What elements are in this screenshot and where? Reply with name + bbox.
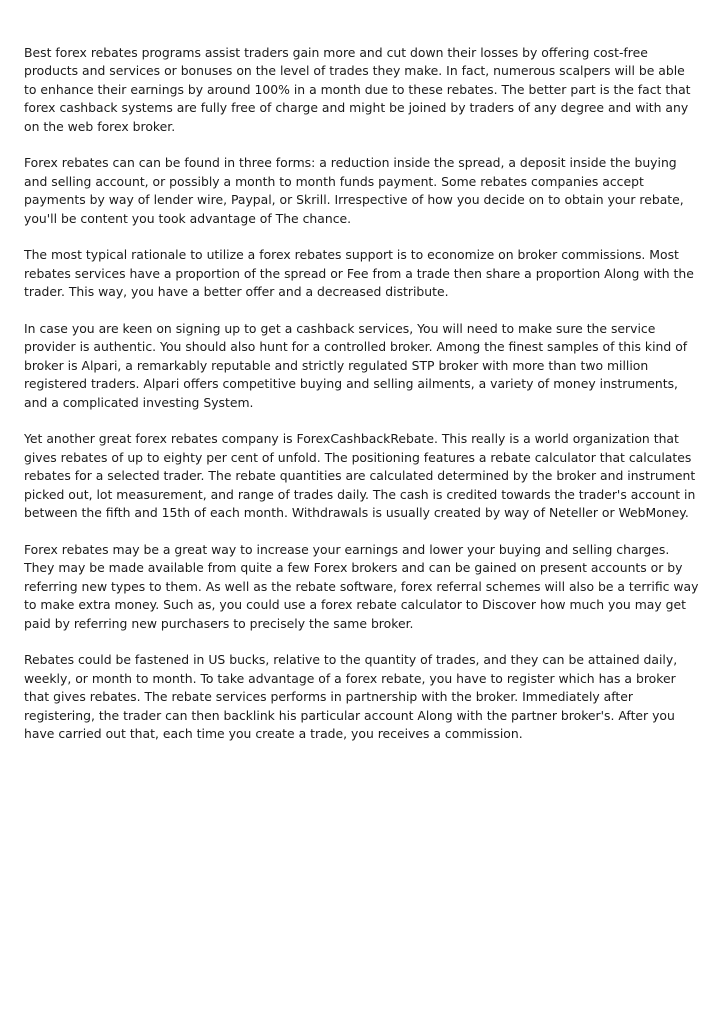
document-body xyxy=(24,44,700,762)
paragraph-2: Forex rebates can can be found in three forms: a reduction inside the spread, a deposit inside the buying and selling account, or possibly a month to month funds payment. Some rebates companies accept payments by way of lender wire, Paypal, or Skrill. Irrespective of how you decide on to obtain your rebate, you'll be content you took advantage of The chance. xyxy=(24,155,684,226)
paragraph-4: In case you are keen on signing up to get a cashback services, You will need to make sure the service provider is authentic. You should also hunt for a controlled broker. Among the finest samples of this kind of broker is Alpari, a remarkably reputable and strictly regulated STP broker with more than two million registered traders. Alpari offers competitive buying and selling ailments, a variety of money instruments, and a complicated investing System. xyxy=(24,321,688,410)
paragraph-5: Yet another great forex rebates company is ForexCashbackRebate. This really is a world organization that gives rebates of up to eighty per cent of unfold. The positioning features a rebate calculator that calculates rebates for a selected trader. The rebate quantities are calculated determined by the broker and instrument picked out, lot measurement, and range of trades daily. The cash is credited towards the trader's account in between the fifth and 15th of each month. Withdrawals is usually created by way of Neteller or WebMoney. xyxy=(24,431,696,521)
paragraph-1: Best forex rebates programs assist traders gain more and cut down their losses by offering cost-free products and services or bonuses on the level of trades they make. In fact, numerous scalpers will be able to enhance their earnings by around 100% in a month due to these rebates. The better part is the fact that forex cashback systems are fully free of charge and might be joined by traders of any degree and with any on the web forex broker. xyxy=(24,45,691,134)
paragraph-7: Rebates could be fastened in US bucks, relative to the quantity of trades, and they can be attained daily, weekly, or month to month. To take advantage of a forex rebate, you have to register which has a broker that gives rebates. The rebate services performs in partnership with the broker. Immediately after registering, the trader can then backlink his particular account Along with the partner broker's. After you have carried out that, each time you create a trade, you receives a commission. xyxy=(24,652,678,741)
paragraph-3: The most typical rationale to utilize a forex rebates support is to economize on broker commissions. Most rebates services have a proportion of the spread or Fee from a trade then share a proportion Along with the trader. This way, you have a better offer and a decreased distribute. xyxy=(24,247,694,300)
paragraph-6: Forex rebates may be a great way to increase your earnings and lower your buying and selling charges. They may be made available from quite a few Forex brokers and can be gained on present accounts or by referring new types to them. As well as the rebate software, forex referral schemes will also be a terrific way to make extra money. Such as, you could use a forex rebate calculator to Discover how much you may get paid by referring new purchasers to precisely the same broker. xyxy=(24,541,699,631)
